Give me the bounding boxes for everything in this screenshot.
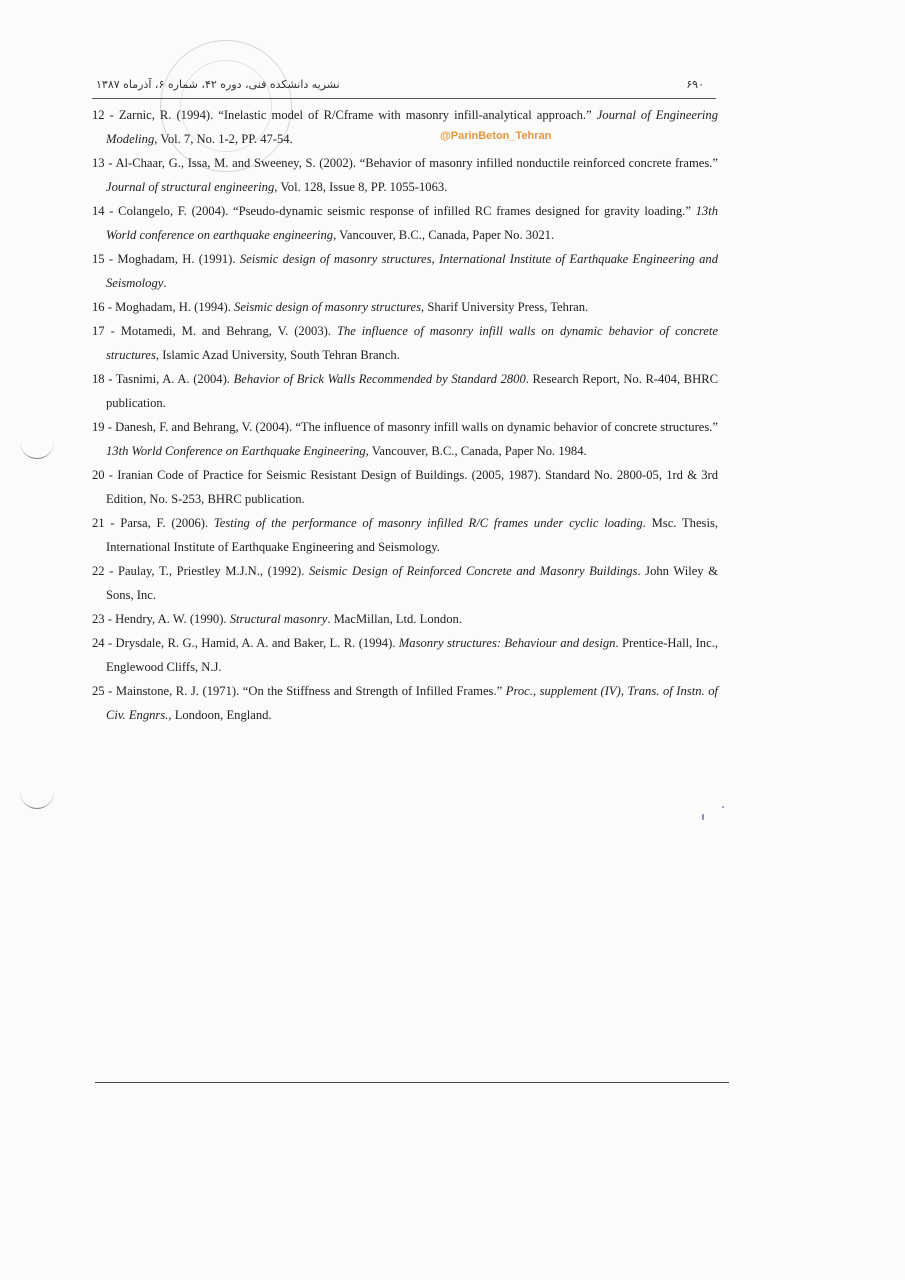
reference-details: , Islamic Azad University, South Tehran Branch. bbox=[155, 348, 400, 362]
reference-details: , Vancouver, B.C., Canada, Paper No. 3021. bbox=[333, 228, 555, 242]
reference-text: 12 - Zarnic, R. (1994). “Inelastic model of R/Cframe with masonry infill-analytical approach.” bbox=[92, 108, 597, 122]
reference-text: 22 - Paulay, T., Priestley M.J.N., (1992). bbox=[92, 564, 309, 578]
reference-entry bbox=[92, 607, 718, 631]
reference-title: Testing of the performance of masonry infilled R/C frames under cyclic loading bbox=[213, 516, 643, 530]
reference-text: 14 - Colangelo, F. (2004). “Pseudo-dynamic seismic response of infilled RC frames designed for gravity loading.” bbox=[92, 204, 696, 218]
reference-details: . Prentice-Hall, Inc., Englewood Cliffs, N.J. bbox=[106, 636, 718, 674]
reference-title: Seismic design of masonry structures, International Institute of Earthquake Engineering and Seismology bbox=[106, 252, 718, 290]
reference-entry bbox=[92, 679, 718, 727]
reference-text: 16 - Moghadam, H. (1994). bbox=[92, 300, 235, 314]
reference-text: 25 - Mainstone, R. J. (1971). “On the Stiffness and Strength of Infilled Frames.” bbox=[92, 684, 506, 698]
reference-entry bbox=[92, 103, 718, 151]
reference-entry bbox=[92, 295, 718, 319]
journal-citation: نشریه دانشکده فنی، دوره ۴۲، شماره ۶، آذرماه ۱۳۸۷ bbox=[96, 78, 340, 91]
reference-text: 17 - Motamedi, M. and Behrang, V. (2003). bbox=[92, 324, 337, 338]
reference-details: , Vol. 128, Issue 8, PP. 1055-1063. bbox=[274, 180, 448, 194]
reference-text: 23 - Hendry, A. W. (1990). bbox=[92, 612, 230, 626]
reference-title: Journal of structural engineering bbox=[106, 180, 275, 194]
reference-entry bbox=[92, 367, 718, 415]
reference-title: Behavior of Brick Walls Recommended by Standard 2800 bbox=[233, 372, 526, 386]
reference-entry bbox=[92, 559, 718, 607]
reference-details: . Msc. Thesis, International Institute of Earthquake Engineering and Seismology. bbox=[106, 516, 718, 554]
reference-entry bbox=[92, 199, 718, 247]
reference-text: 24 - Drysdale, R. G., Hamid, A. A. and Baker, L. R. (1994). bbox=[92, 636, 399, 650]
reference-title: Seismic Design of Reinforced Concrete and Masonry Buildings bbox=[308, 564, 638, 578]
reference-entry bbox=[92, 631, 718, 679]
reference-entry bbox=[92, 247, 718, 295]
reference-entry bbox=[92, 511, 718, 559]
reference-title: Seismic design of masonry structures bbox=[234, 300, 422, 314]
page-number: ۶۹۰ bbox=[686, 78, 704, 91]
reference-text: 20 - Iranian Code of Practice for Seismic Resistant Design of Buildings. (2005, 1987). Standard No. 2800-05, 1rd & 3rd Edition, No. S-253, BHRC publication. bbox=[92, 468, 718, 506]
reference-title: Journal of Engineering Modeling bbox=[106, 108, 719, 146]
reference-title: Structural masonry bbox=[229, 612, 328, 626]
reference-details: , Vol. 7, No. 1-2, PP. 47-54. bbox=[154, 132, 293, 146]
running-header bbox=[92, 76, 714, 96]
ink-speck bbox=[722, 806, 724, 808]
footer-rule bbox=[95, 1082, 729, 1083]
reference-entry bbox=[92, 319, 718, 367]
reference-text: 13 - Al-Chaar, G., Issa, M. and Sweeney, S. (2002). “Behavior of masonry infilled nonductile reinforced concrete frames.” bbox=[92, 156, 718, 170]
reference-list bbox=[92, 103, 718, 727]
reference-text: 21 - Parsa, F. (2006). bbox=[92, 516, 214, 530]
reference-text: 19 - Danesh, F. and Behrang, V. (2004). “The influence of masonry infill walls on dynamic behavior of concrete structures.” bbox=[92, 420, 718, 434]
punch-hole-mark bbox=[20, 790, 54, 809]
reference-title: 13th World Conference on Earthquake Engineering, bbox=[106, 444, 369, 458]
reference-details: . bbox=[163, 276, 167, 290]
channel-watermark: @ParinBeton_Tehran bbox=[440, 130, 552, 142]
reference-entry bbox=[92, 151, 718, 199]
reference-text: 15 - Moghadam, H. (1991). bbox=[92, 252, 240, 266]
reference-details: . Research Report, No. R-404, BHRC publication. bbox=[106, 372, 718, 410]
reference-title: Masonry structures: Behaviour and design bbox=[398, 636, 616, 650]
reference-details: Vancouver, B.C., Canada, Paper No. 1984. bbox=[368, 444, 587, 458]
reference-details: . John Wiley & Sons, Inc. bbox=[106, 564, 718, 602]
reference-text: 18 - Tasnimi, A. A. (2004). bbox=[92, 372, 234, 386]
header-rule bbox=[92, 98, 716, 99]
ink-speck bbox=[702, 814, 704, 820]
reference-title: The influence of masonry infill walls on dynamic behavior of concrete structures bbox=[106, 324, 718, 362]
reference-details: , Londoon, England. bbox=[168, 708, 272, 722]
reference-entry bbox=[92, 415, 718, 463]
reference-details: . MacMillan, Ltd. London. bbox=[327, 612, 462, 626]
reference-details: , Sharif University Press, Tehran. bbox=[421, 300, 589, 314]
reference-title: 13th World conference on earthquake engineering bbox=[106, 204, 718, 242]
punch-hole-mark bbox=[20, 440, 54, 459]
reference-entry bbox=[92, 463, 718, 511]
reference-title: Proc., supplement (IV), Trans. of Instn. of Civ. Engnrs. bbox=[106, 684, 718, 722]
